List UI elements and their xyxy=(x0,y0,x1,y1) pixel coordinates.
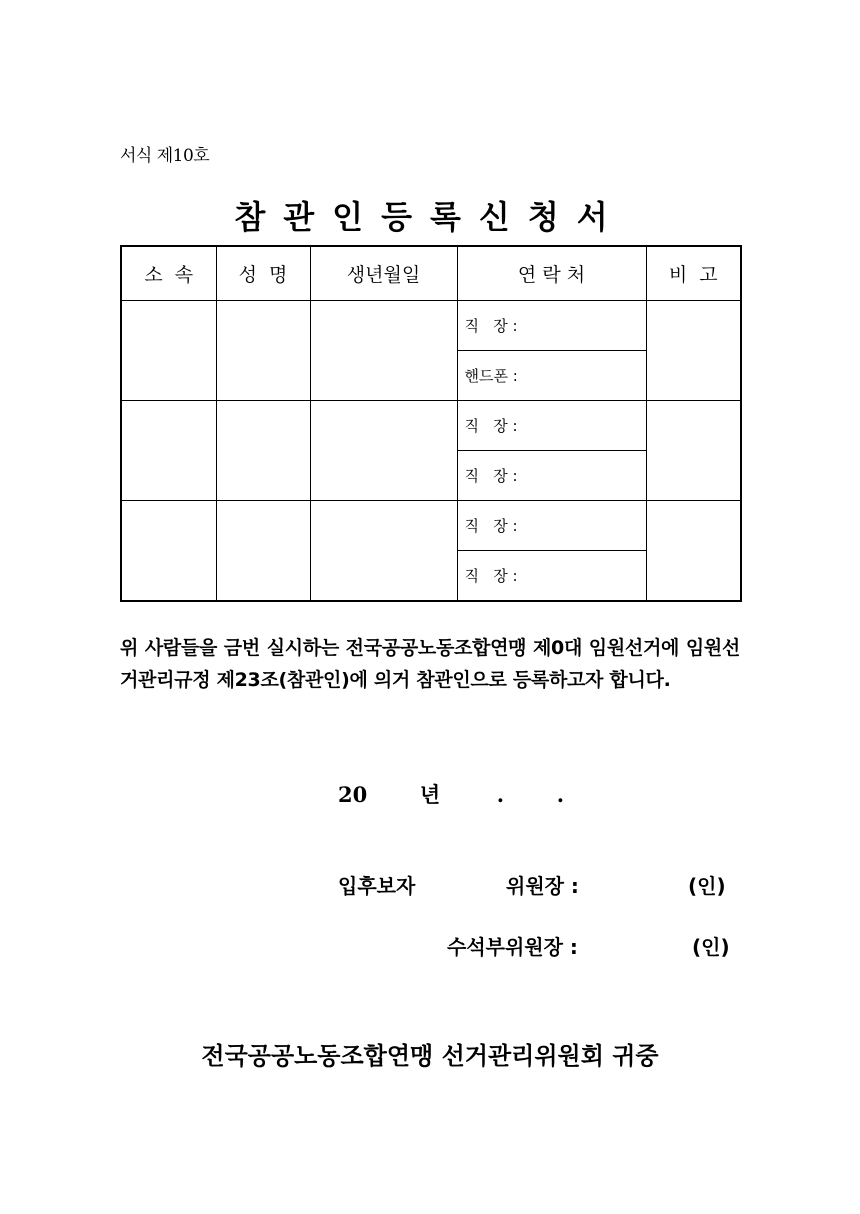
header-remarks: 비 고 xyxy=(646,246,741,301)
contact-work-cell[interactable]: 직 장 : xyxy=(457,451,646,501)
date-line xyxy=(338,779,564,809)
birthdate-cell[interactable] xyxy=(310,401,457,501)
chair-label: 위원장 : xyxy=(506,874,579,898)
date-separator: . xyxy=(556,782,565,807)
contact-mobile-cell[interactable]: 핸드폰 : xyxy=(457,351,646,401)
name-cell[interactable] xyxy=(216,401,310,501)
header-birthdate: 생년월일 xyxy=(310,246,457,301)
header-affiliation: 소 속 xyxy=(121,246,216,301)
date-separator: . xyxy=(496,782,505,807)
form-number: 서식 제10호 xyxy=(120,146,210,166)
table-header-row xyxy=(121,246,741,301)
document-title: 참관인등록신청서 xyxy=(234,198,626,236)
affiliation-cell[interactable] xyxy=(121,501,216,602)
candidate-label: 입후보자 xyxy=(338,874,416,898)
birthdate-cell[interactable] xyxy=(310,501,457,602)
registration-table xyxy=(120,245,742,602)
remarks-cell[interactable] xyxy=(646,501,741,602)
vice-chair-label: 수석부위원장 : xyxy=(447,935,578,959)
table-row xyxy=(121,301,741,351)
birthdate-cell[interactable] xyxy=(310,301,457,401)
affiliation-cell[interactable] xyxy=(121,301,216,401)
table-row xyxy=(121,401,741,451)
request-statement: 위 사람들을 금번 실시하는 전국공공노동조합연맹 제0대 임원선거에 임원선거관리규정 제23조(참관인)에 의거 참관인으로 등록하고자 합니다. xyxy=(120,637,740,691)
header-name: 성 명 xyxy=(216,246,310,301)
contact-work-cell[interactable]: 직 장 : xyxy=(457,401,646,451)
vice-chair-seal[interactable]: (인) xyxy=(692,935,730,959)
remarks-cell[interactable] xyxy=(646,301,741,401)
date-year-unit: 년 xyxy=(419,782,441,807)
name-cell[interactable] xyxy=(216,301,310,401)
affiliation-cell[interactable] xyxy=(121,401,216,501)
remarks-cell[interactable] xyxy=(646,401,741,501)
contact-work-cell[interactable]: 직 장 : xyxy=(457,501,646,551)
chair-seal[interactable]: (인) xyxy=(688,874,726,898)
table-row xyxy=(121,501,741,551)
addressee-footer: 전국공공노동조합연맹 선거관리위원회 귀중 xyxy=(201,1042,659,1070)
contact-work-cell[interactable]: 직 장 : xyxy=(457,551,646,602)
header-contact: 연 락 처 xyxy=(457,246,646,301)
date-year[interactable]: 20 xyxy=(338,782,368,807)
contact-work-cell[interactable]: 직 장 : xyxy=(457,301,646,351)
name-cell[interactable] xyxy=(216,501,310,602)
